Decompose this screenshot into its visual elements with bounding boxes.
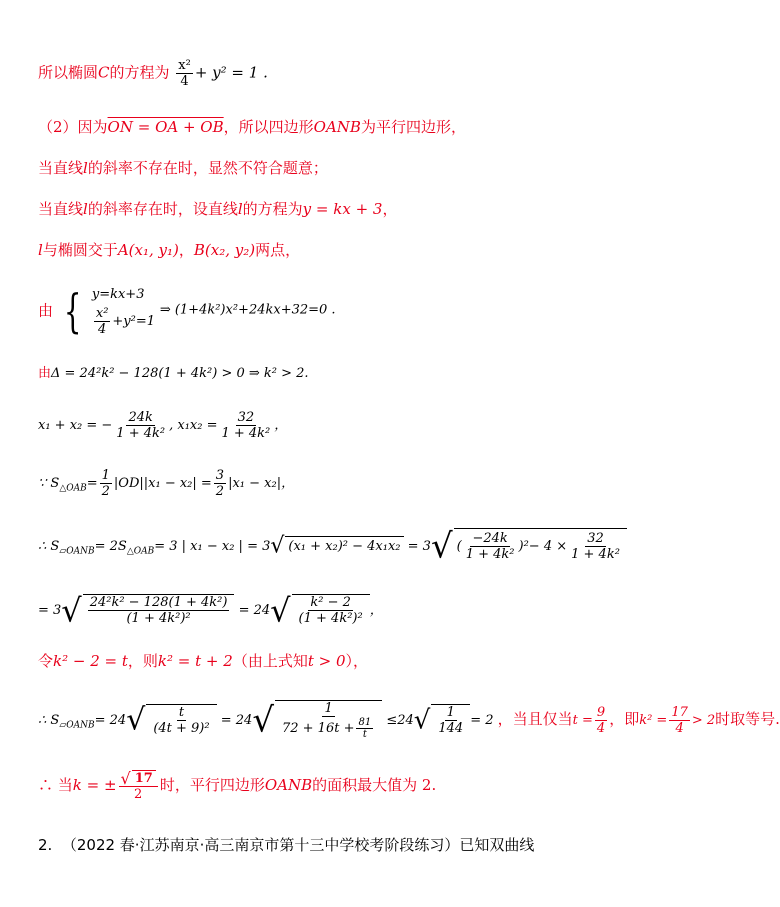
frac-x2-over-4: $\frac{\text{x²}}{4}$ [178,58,191,89]
line-slope-undefined: 当直线l的斜率不存在时，显然不符合题意； [38,159,328,177]
line-area-triangle: ∵ $S_{\triangle OAB}=$ $\frac{1}{2}$ |OD||x₁ − x₂| = $\frac{3}{2}$ |x₁ − x₂|， [38,468,295,499]
line-system-of-equations: 由 { y=kx+3 $\frac{\text{x²}}{4}$ +y²=1 ⇒ (1+4k²)x²+24kx+32=0 . [38,283,336,338]
line-simplify: = 3√ $\frac{\text{24²k² − 128(1 + 4k²)}}{\text{(1 + 4k²)²}}$ = 24√ $\frac{\text{k² − 2}}{\text{(1 + 4k²)²}}$ ， [38,591,383,630]
line-vector-statement: （2）因为ON = OA + OB，所以四边形OANB为平行四边形， [38,118,466,136]
line-discriminant: 由Δ = 24²k² − 128(1 + 4k²) > 0 ⇒ k² > 2. [38,366,309,381]
line-conclusion: ∴ 当k = ± $\frac{√ 17}{2}$ 时，平行四边形OANB的面积最大值为 2. [38,769,437,802]
line-intersection: l与椭圆交于A(x₁, y₁)，B(x₂, y₂)两点， [38,241,301,259]
line-ellipse-equation: 所以椭圆C的方程为 $\frac{\text{x²}}{4}$ + y² = 1 . [38,58,268,89]
line-maximum-area: ∴ $S_{▱OANB}= 24√$ $\frac{t}{\text{(4t + 9)²}}$ = 24√ 1 72 + 16t + $\frac{81}{t}$ ≤24√ $\frac{1}{144}$ = 2 ，当且仅当t = $\frac{9}{4}$ ，即k² = $\frac{17}{4}$ > 2时取等号. [38,700,780,741]
line-area-parallelogram: ∴ $S_{▱OANB}= 2S_{\triangle OAB}= 3$ | x₁ − x₂ | = 3√ (x₁ + x₂)² − 4x₁x₂ = 3√ ( $\frac{-24k}{\text{1 + 4k²}}$ )²− 4 × $\frac{32}{\text{1 + 4k²}}$ [38,528,627,562]
line-substitution: 令k² − 2 = t，则k² = t + 2（由上式知t > 0）， [38,652,369,670]
line-slope-exists: 当直线l的斜率存在时，设直线l的方程为y = kx + 3， [38,200,398,218]
line-vieta: x₁ + x₂ = − $\frac{24k}{\text{1 + 4k²}}$ , x₁x₂ = $\frac{32}{\text{1 + 4k²}}$ ， [38,410,288,441]
left-brace: { [63,283,82,338]
equation-system: y=kx+3 $\frac{\text{x²}}{4}$ +y²=1 [91,287,156,337]
question-2: 2. （2022 春·江苏南京·高三南京市第十三中学校考阶段练习）已知双曲线 [38,836,535,854]
